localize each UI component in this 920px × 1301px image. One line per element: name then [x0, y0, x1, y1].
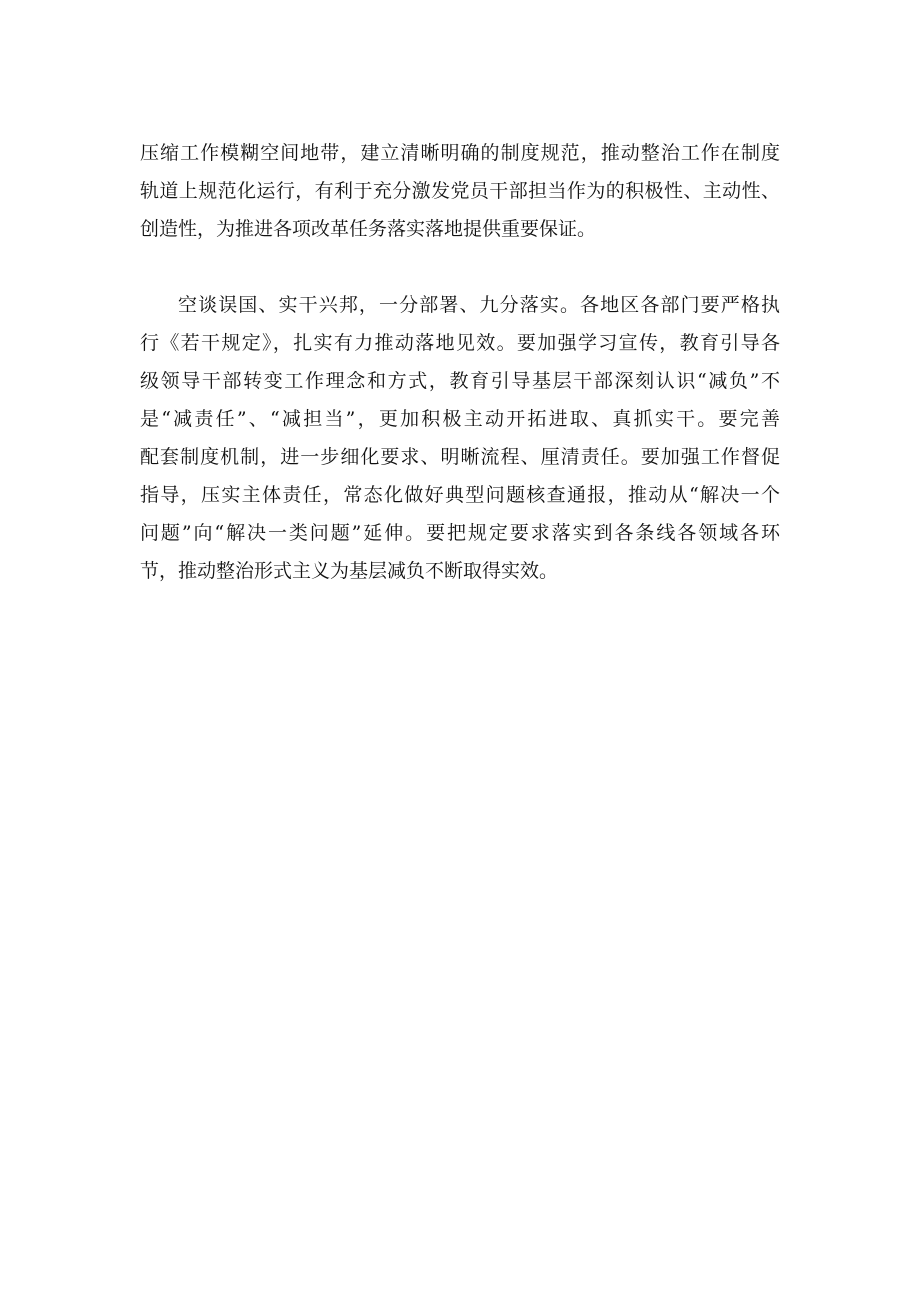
- text-line: 配套制度机制，进一步细化要求、明晰流程、厘清责任。要加强工作督促: [140, 446, 780, 468]
- text-line: 轨道上规范化运行，有利于充分激发党员干部担当作为的积极性、主动性、: [140, 180, 780, 202]
- text-line: 级领导干部转变工作理念和方式，教育引导基层干部深刻认识“减负”不: [140, 370, 780, 392]
- paragraph-spacer: [140, 248, 780, 286]
- text-line: 压缩工作模糊空间地带，建立清晰明确的制度规范，推动整治工作在制度: [140, 142, 780, 164]
- text-line: 创造性，为推进各项改革任务落实落地提供重要保证。: [140, 218, 597, 240]
- text-line: 问题”向“解决一类问题”延伸。要把规定要求落实到各条线各领域各环: [140, 522, 780, 544]
- text-line: 节，推动整治形式主义为基层减负不断取得实效。: [140, 560, 559, 582]
- text-line: 空谈误国、实干兴邦，一分部署、九分落实。各地区各部门要严格执: [178, 294, 780, 316]
- document-body: [140, 134, 780, 590]
- paragraph-2: [140, 286, 780, 590]
- paragraph-1: [140, 134, 780, 248]
- text-line: 指导，压实主体责任，常态化做好典型问题核查通报，推动从“解决一个: [140, 484, 780, 506]
- text-line: 行《若干规定》，扎实有力推动落地见效。要加强学习宣传，教育引导各: [140, 332, 780, 354]
- text-line: 是“减责任”、“减担当”，更加积极主动开拓进取、真抓实干。要完善: [140, 408, 780, 430]
